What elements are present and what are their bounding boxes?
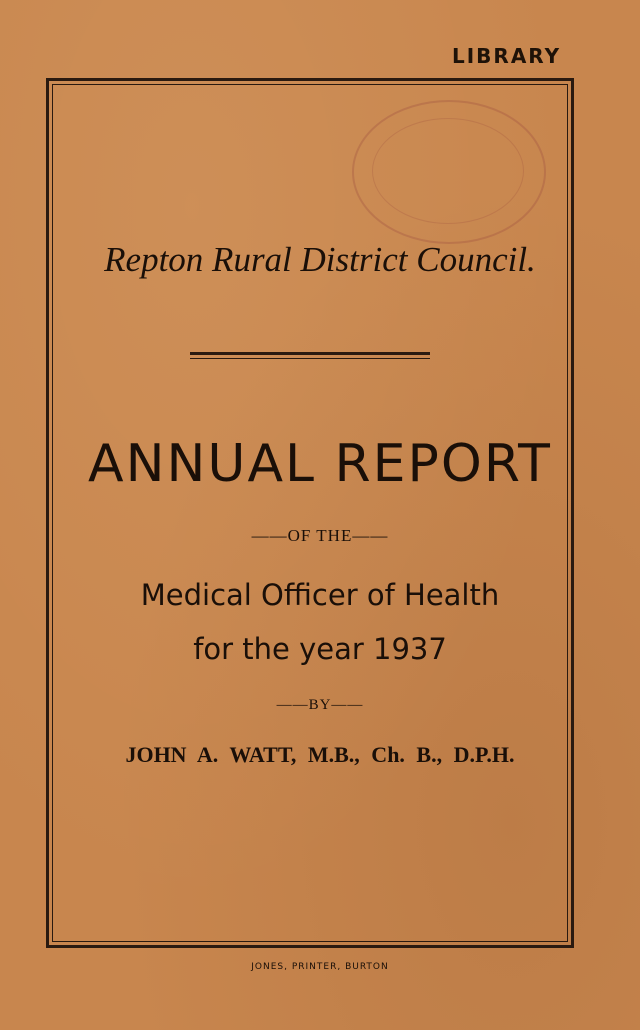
faded-seal-inner-ring: [372, 118, 524, 224]
printer-imprint: JONES, PRINTER, BURTON: [251, 962, 389, 972]
subtitle-line-1: Medical Officer of Health: [140, 578, 500, 612]
report-title: ANNUAL REPORT: [88, 434, 552, 494]
by-line: ——BY——: [276, 697, 364, 713]
divider-rule: [190, 352, 430, 355]
divider-rule-thin: [190, 358, 430, 359]
author-name: JOHN A. WATT, M.B., Ch. B., D.P.H.: [125, 742, 515, 767]
subtitle-line-2: for the year 1937: [193, 632, 447, 666]
council-name: Repton Rural District Council.: [104, 240, 536, 279]
library-stamp: LIBRARY: [452, 44, 562, 68]
of-the-line: ——OF THE——: [251, 526, 389, 545]
